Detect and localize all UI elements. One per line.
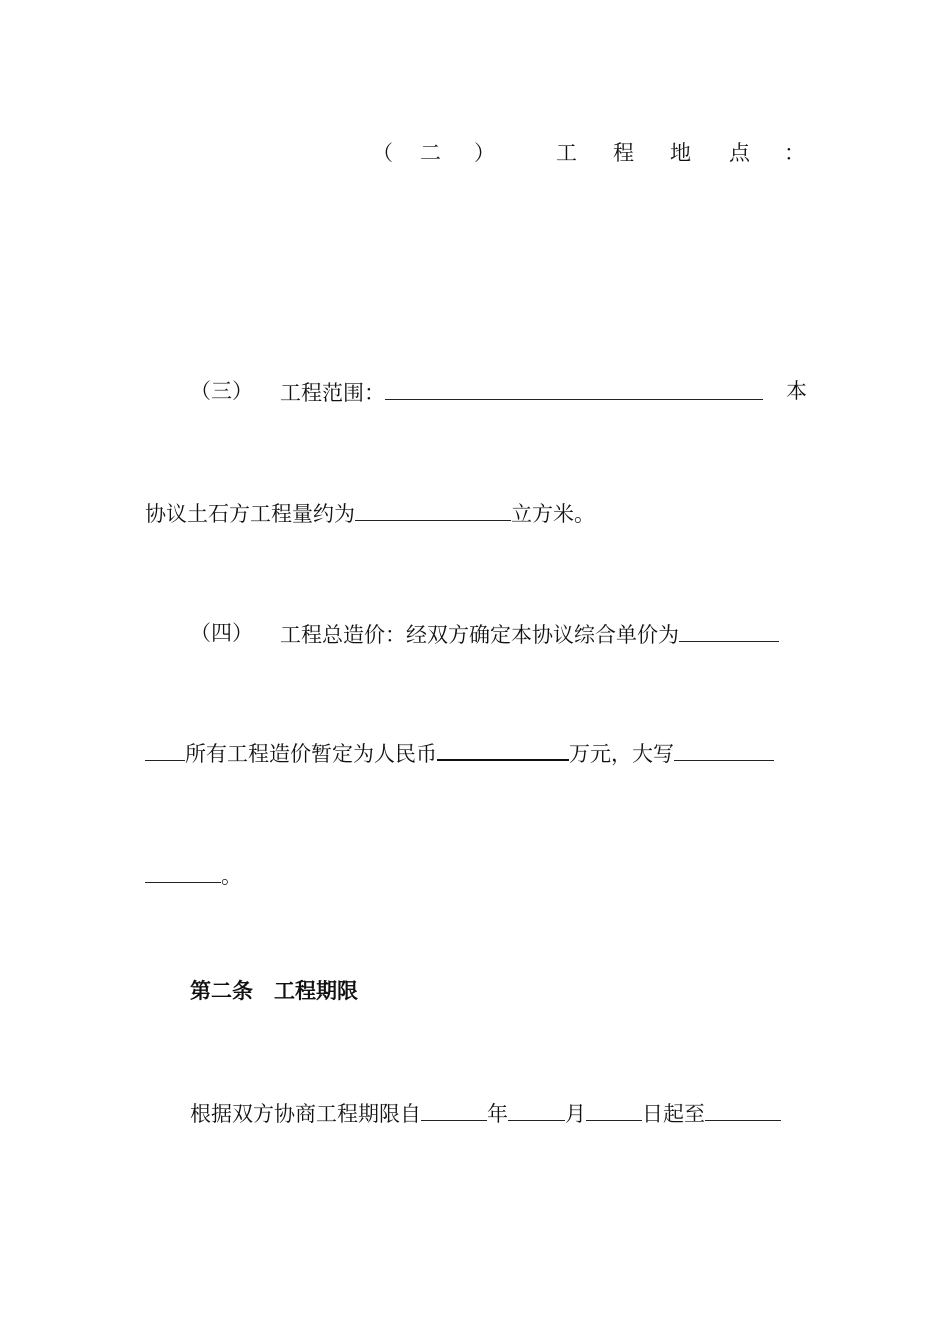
cost-title: 工程总造价：经双方确定本协议综合单价为 xyxy=(280,623,679,647)
scope-tail-text: 本 xyxy=(786,379,807,403)
scope-title: 工程范围： xyxy=(280,381,385,405)
scope-title-line xyxy=(280,377,763,407)
scope-continuation xyxy=(145,498,595,528)
cost-end-mark: 。 xyxy=(221,864,242,888)
cost-line-2 xyxy=(145,737,774,768)
start-month-blank[interactable] xyxy=(508,1098,565,1121)
total-cost-unit: 万元，大写 xyxy=(569,742,674,766)
article-2-heading xyxy=(190,977,358,1005)
scope-blank[interactable] xyxy=(385,377,763,400)
cost-line-3 xyxy=(145,860,242,890)
month-label: 月 xyxy=(565,1102,586,1126)
volume-blank[interactable] xyxy=(355,498,511,521)
start-year-blank[interactable] xyxy=(421,1098,487,1121)
unit-price-blank[interactable] xyxy=(679,619,779,642)
cost-number: （四） xyxy=(190,621,253,645)
cost-title-line xyxy=(280,619,779,649)
total-cost-text: 所有工程造价暂定为人民币 xyxy=(185,742,437,766)
article-2-text xyxy=(190,1098,781,1128)
volume-suffix: 立方米。 xyxy=(511,502,595,526)
total-cost-blank[interactable] xyxy=(437,737,569,761)
volume-prefix: 协议土石方工程量约为 xyxy=(145,502,355,526)
article-2-title: 第二条 工程期限 xyxy=(190,978,358,1003)
scope-label xyxy=(190,377,253,405)
day-to-label: 日起至 xyxy=(642,1102,705,1126)
year-label: 年 xyxy=(487,1102,508,1126)
start-day-blank[interactable] xyxy=(586,1098,642,1121)
end-date-blank[interactable] xyxy=(705,1098,781,1121)
scope-tail xyxy=(786,377,807,405)
capital-amount-blank-cont[interactable] xyxy=(145,860,221,883)
scope-number: （三） xyxy=(190,379,253,403)
unit-price-blank-cont[interactable] xyxy=(145,738,185,761)
capital-amount-blank[interactable] xyxy=(674,738,774,761)
term-prefix: 根据双方协商工程期限自 xyxy=(190,1102,421,1126)
cost-label xyxy=(190,619,253,647)
